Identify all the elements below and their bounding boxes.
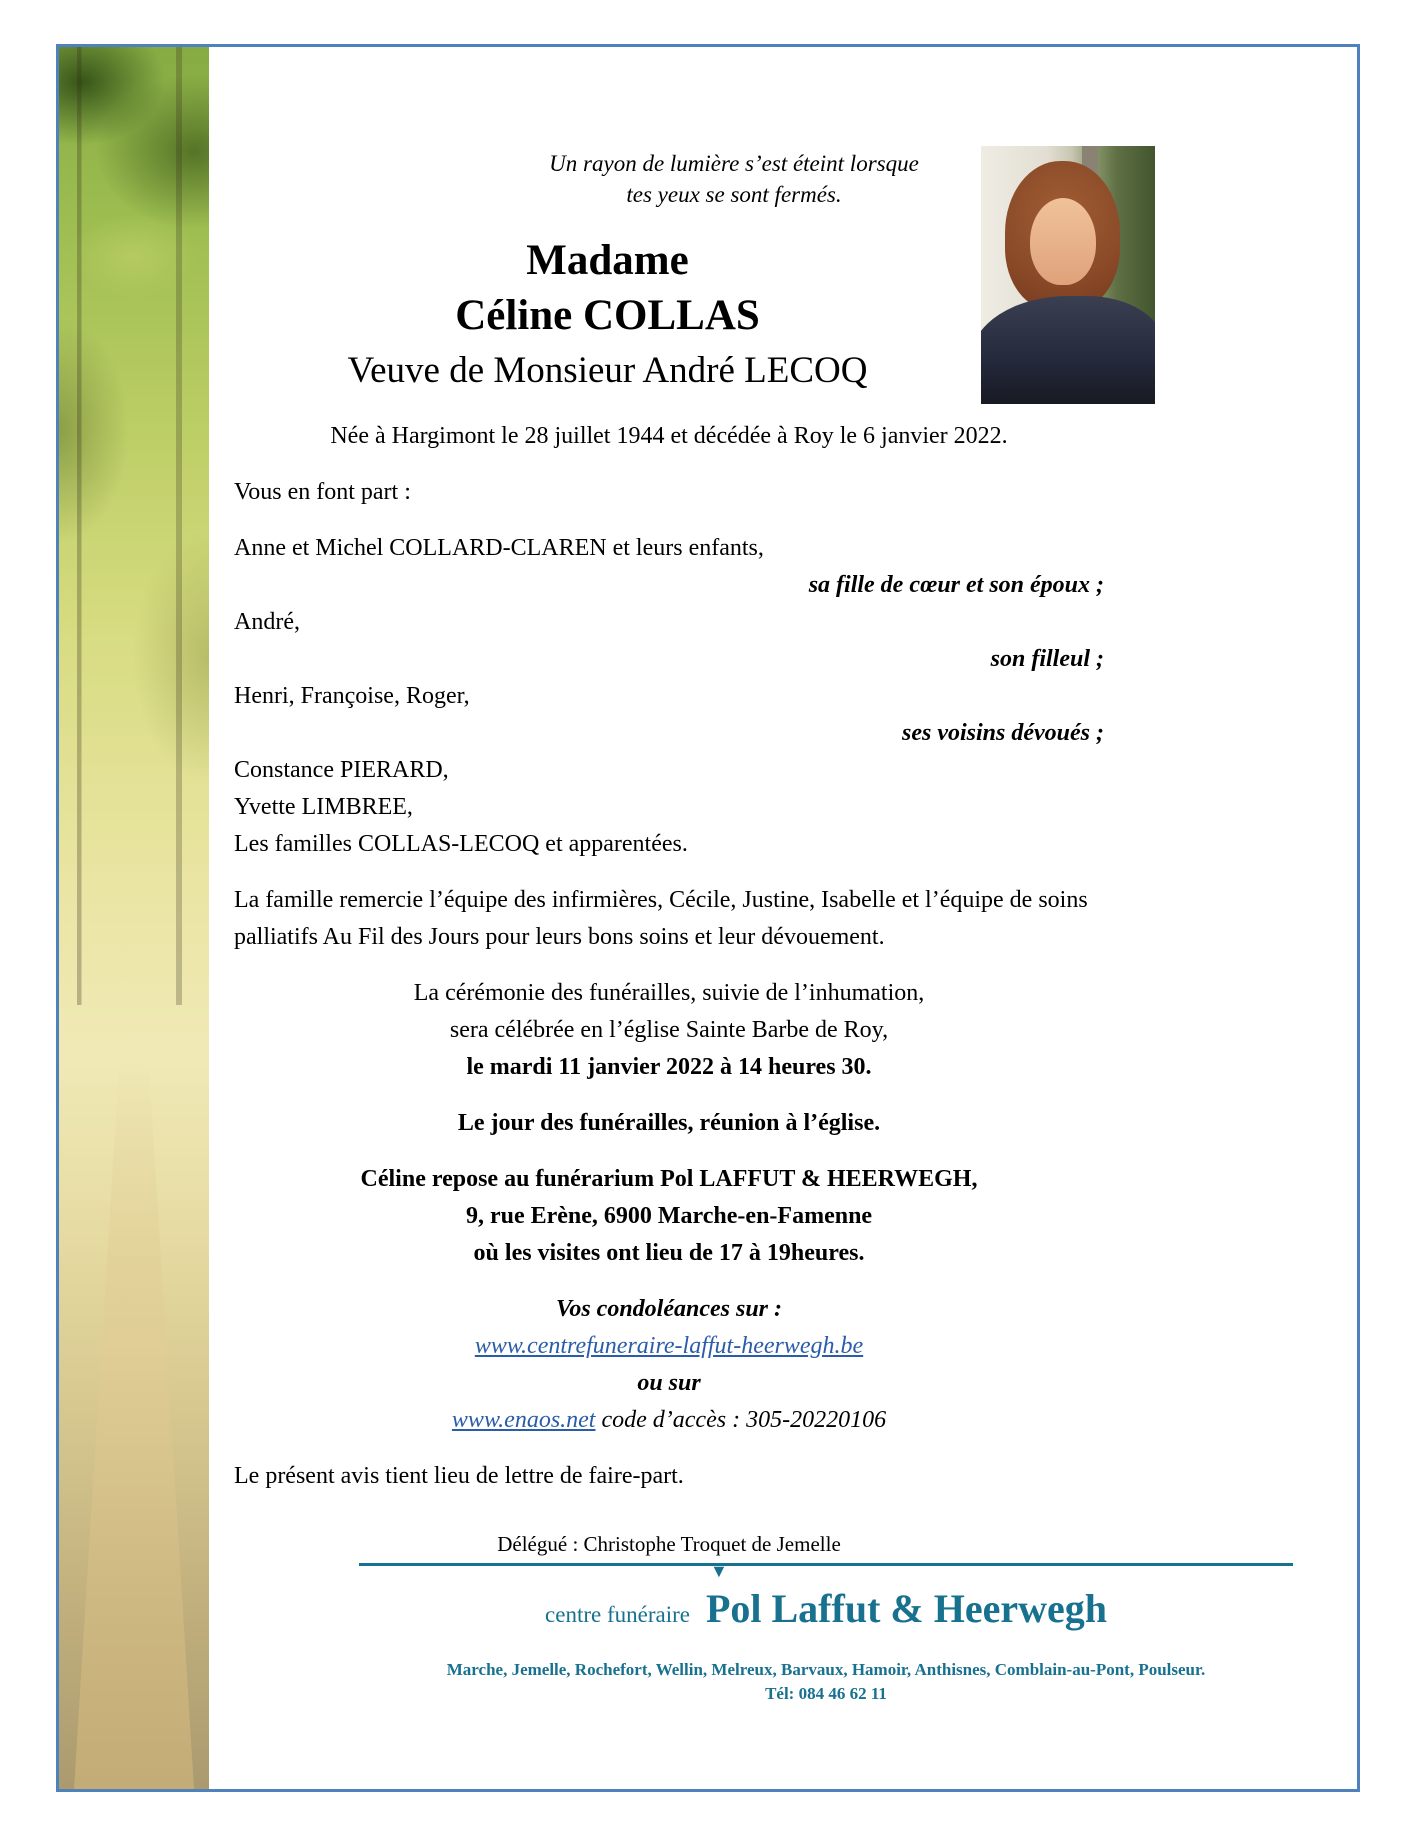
relation-role-line: ses voisins dévoués ;: [902, 720, 1104, 746]
footer-divider: [359, 1563, 1293, 1566]
epigraph-line2: tes yeux se sont fermés.: [626, 182, 842, 207]
deceased-name: Céline COLLAS: [455, 292, 760, 339]
forest-path-photo: [59, 47, 209, 1789]
condolences-link[interactable]: www.centrefuneraire-laffut-heerwegh.be: [474, 1333, 864, 1359]
announcement-content: [234, 47, 1104, 1558]
enaos-link[interactable]: www.enaos.net: [451, 1407, 596, 1433]
family-member-line: Anne et Michel COLLARD-CLAREN et leurs enfants,: [234, 535, 764, 561]
thanks-paragraph: La famille remercie l’équipe des infirmières, Cécile, Justine, Isabelle et l’équipe de soins palliatifs Au Fil des Jours pour leurs bons soins et leur dévouement.: [234, 887, 1088, 950]
funeral-home-footer: [359, 1563, 1293, 1705]
repose-block: [234, 1161, 1104, 1272]
funeral-home-logo: [359, 1561, 1293, 1641]
epigraph: [424, 148, 1044, 210]
family-member-line: André,: [234, 609, 300, 635]
family-member-line: Henri, Françoise, Roger,: [234, 683, 470, 709]
condolences-label: Vos condoléances sur :: [555, 1296, 783, 1322]
epigraph-line1: Un rayon de lumière s’est éteint lorsque: [549, 151, 919, 176]
relation-role-line: son filleul ;: [990, 646, 1104, 672]
delegate-line: Délégué : Christophe Troquet de Jemelle: [497, 1532, 841, 1556]
relation-role-line: sa fille de cœur et son époux ;: [808, 572, 1104, 598]
title-madame: Madame: [526, 237, 689, 284]
widow-line: Veuve de Monsieur André LECOQ: [347, 350, 868, 391]
brand-triangle-icon: ▼: [709, 1561, 728, 1581]
phone-line: Tél: 084 46 62 11: [765, 1684, 887, 1703]
meeting-line: Le jour des funérailles, réunion à l’église.: [457, 1110, 881, 1136]
or-text: ou sur: [637, 1370, 701, 1396]
ceremony-line1: La cérémonie des funérailles, suivie de l’inhumation,: [413, 980, 925, 1006]
ceremony-line2: sera célébrée en l’église Sainte Barbe de Roy,: [449, 1017, 889, 1043]
condolences-block: [234, 1291, 1104, 1439]
birth-death-line: Née à Hargimont le 28 juillet 1944 et décédée à Roy le 6 janvier 2022.: [330, 423, 1008, 449]
announce-line: Vous en font part :: [234, 479, 411, 505]
family-member-line: Les familles COLLAS-LECOQ et apparentées.: [234, 831, 688, 857]
repose-line1: Céline repose au funérarium Pol LAFFUT & HEERWEGH,: [360, 1166, 978, 1192]
brand-small-label: centre funéraire: [545, 1602, 690, 1627]
family-member-line: Constance PIERARD,: [234, 757, 449, 783]
notice-line: Le présent avis tient lieu de lettre de faire-part.: [234, 1463, 684, 1489]
repose-line2: 9, rue Erène, 6900 Marche-en-Famenne: [465, 1203, 873, 1229]
ceremony-block: [234, 975, 1104, 1086]
family-list: [234, 530, 1104, 863]
enaos-access-code: code d’accès : 305-20220106: [601, 1407, 887, 1433]
page-border-frame: [56, 44, 1360, 1792]
locations-line: Marche, Jemelle, Rochefort, Wellin, Melreux, Barvaux, Hamoir, Anthisnes, Comblain-au-Pont, Poulseur.: [446, 1660, 1206, 1679]
repose-line3: où les visites ont lieu de 17 à 19heures.: [473, 1240, 865, 1266]
ceremony-date-line: le mardi 11 janvier 2022 à 14 heures 30.: [466, 1054, 872, 1080]
deceased-title-block: [234, 233, 981, 398]
brand-name: Pol Laffut & Heerwegh: [705, 1586, 1107, 1631]
brand-name-wrap: [705, 1561, 1107, 1641]
family-member-line: Yvette LIMBREE,: [234, 794, 413, 820]
